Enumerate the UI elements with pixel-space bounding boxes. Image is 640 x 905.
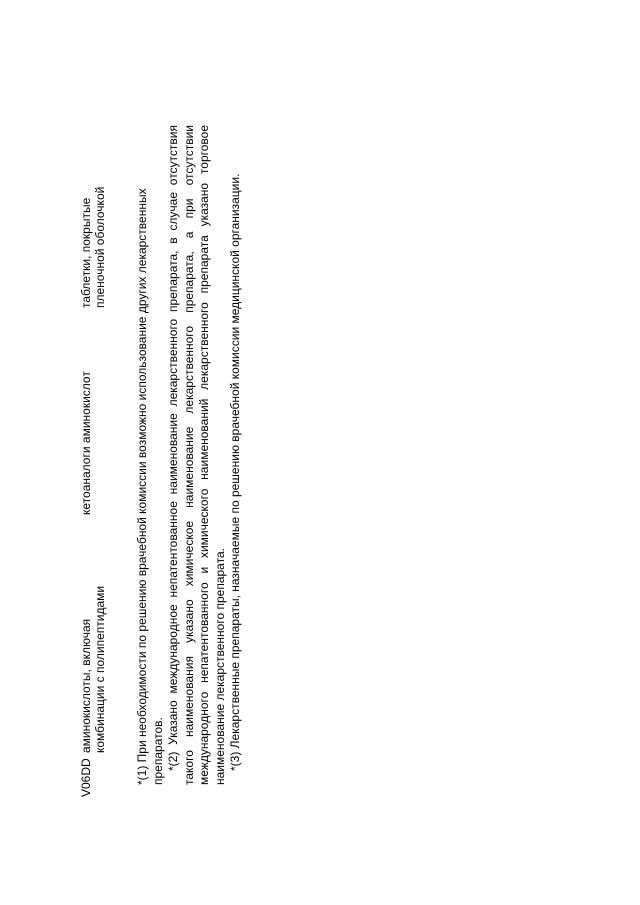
drug-group: кетоаналоги аминокислот	[79, 371, 93, 515]
atc-name: аминокислоты, включая комбинации с полипептидами	[79, 585, 107, 753]
atc-code: V06DD	[79, 758, 93, 797]
dosage-form: таблетки, покрытые пленочной оболочкой	[79, 186, 107, 308]
footnote-3: *(3) Лекарственные препараты, назначаемые по решению врачебной комиссии медицинской организации.	[228, 173, 242, 771]
footnote-1: *(1) При необходимости по решению врачебной комиссии возможно использование других лекарственных препаратов.	[135, 188, 165, 785]
footnote-2: *(2) Указано международное непатентованное наименование лекарственного препарата, в случае отсутствия такого наименования указано химическое наименование лекарственного препарата, а при отсутствии международного непатентованного и химического наименований лекарственного препарата указано торговое наименование лекарственного препарата.	[166, 125, 227, 785]
footnotes	[135, 125, 244, 785]
